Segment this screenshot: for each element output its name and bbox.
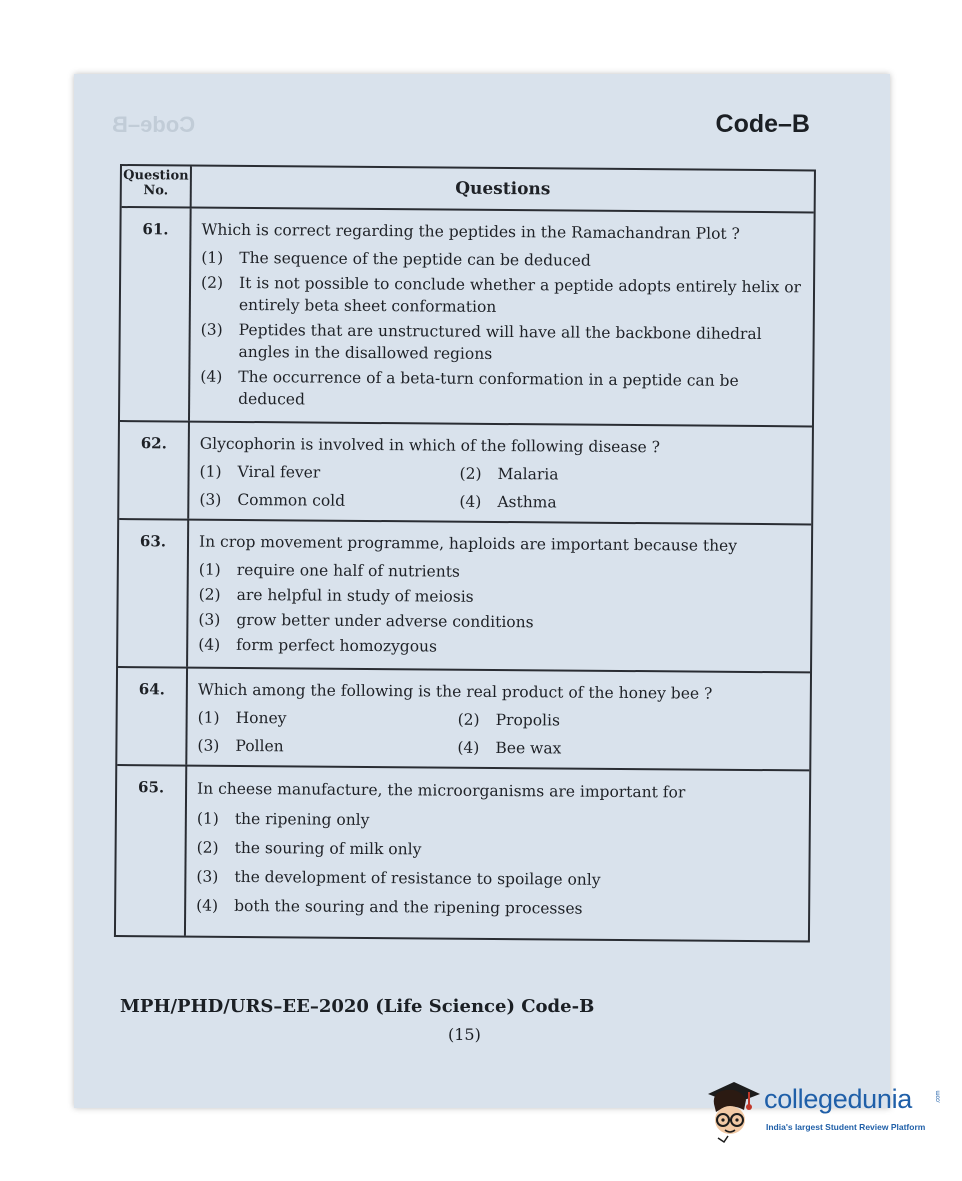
question-body [190, 209, 814, 426]
graduate-mascot-icon [704, 1078, 762, 1150]
header-question-no: Question No. [122, 166, 192, 207]
page-number: (15) [448, 1025, 481, 1044]
option: (1) the ripening only [196, 809, 370, 829]
question-row-62 [119, 422, 812, 525]
question-row-61 [120, 208, 814, 427]
option: (2) Propolis [457, 710, 561, 730]
option: (4) Asthma [459, 492, 557, 512]
question-number: 61. [120, 208, 192, 421]
option: (3) Pollen [197, 736, 284, 756]
question-body [187, 669, 810, 770]
paper-code: Code–B [715, 110, 810, 138]
question-text: Glycophorin is involved in which of the following disease ? [199, 434, 661, 457]
option: (2) the souring of milk only [196, 838, 422, 859]
option: (3) grow better under adverse conditions [198, 610, 534, 632]
question-text: Which among the following is the real product of the honey bee ? [197, 680, 713, 703]
question-number: 62. [119, 422, 190, 519]
option: (1) The sequence of the peptide can be deduced [201, 248, 591, 270]
option: (2) are helpful in study of meiosis [198, 585, 474, 606]
question-row-64 [117, 668, 810, 771]
question-row-63 [118, 520, 811, 673]
option: (2) It is not possible to conclude whether a peptide adopts entirely helix or entirely beta sheet conformation [201, 273, 802, 316]
option: (1) Honey [197, 708, 287, 728]
collegedunia-watermark [704, 1078, 944, 1158]
question-row-65 [116, 766, 809, 940]
question-number: 65. [116, 766, 187, 936]
table-header [122, 166, 814, 213]
bleed-through-code: Code–B [112, 112, 196, 137]
header-questions: Questions [455, 178, 551, 200]
question-body [189, 423, 812, 524]
brand-name: collegedunia [764, 1084, 913, 1114]
option: (4) Bee wax [457, 738, 562, 758]
question-table [114, 164, 816, 942]
exam-footer: MPH/PHD/URS–EE–2020 (Life Science) Code-B [120, 996, 595, 1017]
question-body [186, 767, 809, 941]
option: (4) both the souring and the ripening processes [196, 896, 583, 918]
option: (1) require one half of nutrients [198, 560, 460, 581]
question-text: In crop movement programme, haploids are important because they [198, 532, 738, 555]
question-body [188, 521, 811, 672]
option: (4) The occurrence of a beta-turn conformation in a peptide can be deduced [200, 367, 739, 409]
brand-tagline: India's largest Student Review Platform [766, 1122, 926, 1132]
question-text: In cheese manufacture, the microorganisms are important for [197, 779, 686, 802]
option: (2) Malaria [459, 464, 559, 484]
question-number: 63. [118, 520, 189, 667]
option: (3) Peptides that are unstructured will have all the backbone dihedral angles in the disallowed regions [200, 320, 762, 363]
question-number: 64. [117, 668, 188, 765]
question-text: Which is correct regarding the peptides in the Ramachandran Plot ? [201, 220, 740, 243]
brand-dotcom: .com [935, 1090, 942, 1104]
option: (3) Common cold [199, 490, 346, 510]
option: (4) form perfect homozygous [198, 635, 438, 656]
option: (1) Viral fever [199, 462, 321, 482]
option: (3) the development of resistance to spoilage only [196, 867, 601, 889]
